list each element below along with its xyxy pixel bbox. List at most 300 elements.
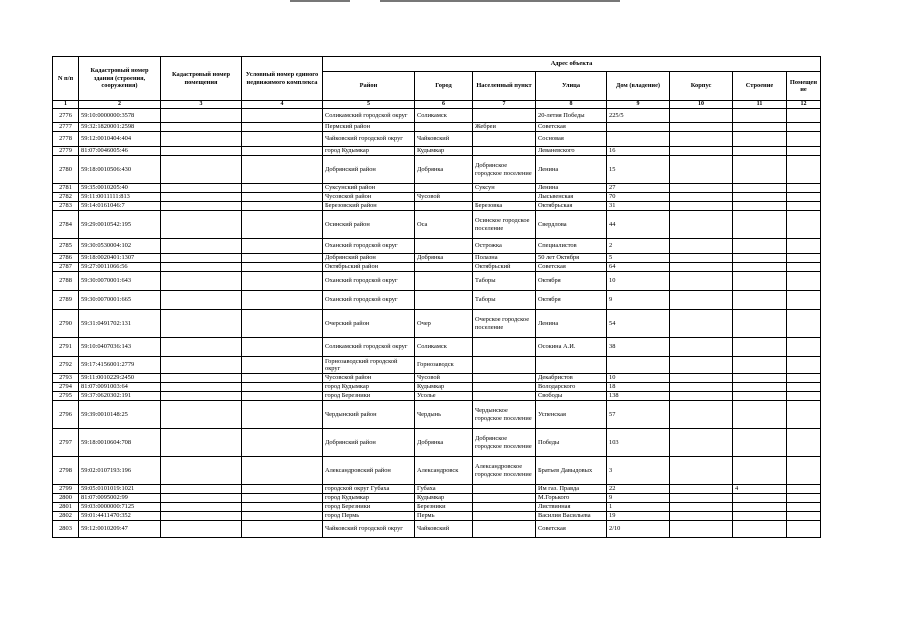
cell-complex-num	[242, 338, 323, 357]
header-room: Помещение	[787, 72, 821, 101]
cell-house: 9	[607, 494, 670, 503]
cell-district: городской округ Губаха	[323, 485, 415, 494]
cell-street: 50 лет Октября	[536, 254, 607, 263]
cell-city: Александровск	[415, 457, 473, 485]
cell-complex-num	[242, 485, 323, 494]
cell-building	[733, 109, 787, 123]
cell-district: Оханский городской округ	[323, 272, 415, 291]
cell-city: Чайковский	[415, 132, 473, 147]
cell-korpus	[670, 485, 733, 494]
cell-n: 2790	[53, 310, 79, 338]
cell-district: Добрянский район	[323, 254, 415, 263]
cell-settlement	[473, 109, 536, 123]
cell-n: 2780	[53, 156, 79, 184]
cell-settlement	[473, 357, 536, 374]
cell-street: Ленина	[536, 184, 607, 193]
cell-n: 2791	[53, 338, 79, 357]
cell-room	[787, 272, 821, 291]
table-row	[53, 429, 821, 457]
cell-n: 2783	[53, 202, 79, 211]
cell-building	[733, 272, 787, 291]
cell-house: 57	[607, 401, 670, 429]
cell-city: Оса	[415, 211, 473, 239]
cell-room	[787, 383, 821, 392]
table-row	[53, 374, 821, 383]
cell-house: 16	[607, 147, 670, 156]
cell-room	[787, 147, 821, 156]
cell-room	[787, 123, 821, 132]
cell-building-cadnum: 81:07:0091003:64	[79, 383, 161, 392]
cell-city: Пермь	[415, 512, 473, 521]
table-row	[53, 512, 821, 521]
cell-room-cadnum	[161, 239, 242, 254]
cell-settlement: Таборы	[473, 272, 536, 291]
cell-building-cadnum: 59:10:0407036:143	[79, 338, 161, 357]
cell-city	[415, 202, 473, 211]
cell-building	[733, 503, 787, 512]
cell-house: 138	[607, 392, 670, 401]
header-settlement: Населенный пункт	[473, 72, 536, 101]
cell-district: Оханский городской округ	[323, 291, 415, 310]
cell-building	[733, 521, 787, 538]
cell-building	[733, 193, 787, 202]
cell-building-cadnum: 59:37:0620302:191	[79, 392, 161, 401]
cell-n: 2797	[53, 429, 79, 457]
cell-n: 2792	[53, 357, 79, 374]
cell-building-cadnum: 59:31:0491702:131	[79, 310, 161, 338]
cell-room-cadnum	[161, 429, 242, 457]
cell-settlement: Осинское городское поселение	[473, 211, 536, 239]
cell-district: Пермский район	[323, 123, 415, 132]
cell-complex-num	[242, 494, 323, 503]
cell-room	[787, 109, 821, 123]
cell-n: 2789	[53, 291, 79, 310]
cell-n: 2800	[53, 494, 79, 503]
cell-building-cadnum: 59:17:4156001:2779	[79, 357, 161, 374]
cell-street: Специалистов	[536, 239, 607, 254]
cell-settlement: Добрянское городское поселение	[473, 156, 536, 184]
col-number: 9	[607, 101, 670, 109]
header-room-cadnum: Кадастровый номер помещения	[161, 57, 242, 101]
cell-korpus	[670, 392, 733, 401]
cell-room	[787, 521, 821, 538]
cell-complex-num	[242, 211, 323, 239]
cell-house: 5	[607, 254, 670, 263]
cell-complex-num	[242, 254, 323, 263]
cell-korpus	[670, 521, 733, 538]
cell-district: город Пермь	[323, 512, 415, 521]
cell-room	[787, 494, 821, 503]
cell-street: Володарского	[536, 383, 607, 392]
cell-street: Октябрьская	[536, 202, 607, 211]
cell-n: 2802	[53, 512, 79, 521]
cell-city: Очер	[415, 310, 473, 338]
cell-building-cadnum: 59:18:0010604:708	[79, 429, 161, 457]
cell-room-cadnum	[161, 374, 242, 383]
cell-street: Октября	[536, 272, 607, 291]
cell-district: Александровский район	[323, 457, 415, 485]
cell-room	[787, 485, 821, 494]
cell-room	[787, 338, 821, 357]
cell-complex-num	[242, 383, 323, 392]
cell-korpus	[670, 211, 733, 239]
cell-room-cadnum	[161, 392, 242, 401]
cell-room-cadnum	[161, 263, 242, 272]
cell-settlement: Жебреи	[473, 123, 536, 132]
cell-room	[787, 132, 821, 147]
cell-room	[787, 457, 821, 485]
cell-city: Чусовой	[415, 374, 473, 383]
cell-complex-num	[242, 193, 323, 202]
cell-building	[733, 457, 787, 485]
cell-n: 2801	[53, 503, 79, 512]
cell-korpus	[670, 383, 733, 392]
cell-room	[787, 156, 821, 184]
table-row	[53, 357, 821, 374]
cell-city	[415, 123, 473, 132]
column-number-row	[53, 101, 821, 109]
cell-room-cadnum	[161, 109, 242, 123]
table-row	[53, 310, 821, 338]
cell-complex-num	[242, 374, 323, 383]
cell-n: 2782	[53, 193, 79, 202]
cell-house: 2/10	[607, 521, 670, 538]
cell-room-cadnum	[161, 521, 242, 538]
cell-building	[733, 184, 787, 193]
cell-building	[733, 211, 787, 239]
cell-n: 2798	[53, 457, 79, 485]
cell-n: 2794	[53, 383, 79, 392]
cell-complex-num	[242, 401, 323, 429]
col-number: 5	[323, 101, 415, 109]
cell-korpus	[670, 512, 733, 521]
cell-complex-num	[242, 392, 323, 401]
cell-building	[733, 429, 787, 457]
cell-street: Сосновая	[536, 132, 607, 147]
col-number: 11	[733, 101, 787, 109]
cell-city: Кудымкар	[415, 494, 473, 503]
header-complex-num: Условный номер единого недвижимого комплекса	[242, 57, 323, 101]
cell-district: Соликамский городской округ	[323, 338, 415, 357]
header-building: Строение	[733, 72, 787, 101]
cell-building-cadnum: 59:02:0107193:196	[79, 457, 161, 485]
cell-room-cadnum	[161, 383, 242, 392]
header-korpus: Корпус	[670, 72, 733, 101]
cell-street: Октября	[536, 291, 607, 310]
col-number: 7	[473, 101, 536, 109]
header-row-top	[53, 57, 821, 72]
cell-house	[607, 123, 670, 132]
cell-room-cadnum	[161, 156, 242, 184]
cell-building-cadnum: 59:03:0000000:7125	[79, 503, 161, 512]
cell-korpus	[670, 401, 733, 429]
cell-korpus	[670, 457, 733, 485]
cell-korpus	[670, 310, 733, 338]
cell-room-cadnum	[161, 503, 242, 512]
cell-settlement: Полазна	[473, 254, 536, 263]
cell-building: 4	[733, 485, 787, 494]
cell-korpus	[670, 109, 733, 123]
cell-settlement: Березовка	[473, 202, 536, 211]
cell-korpus	[670, 357, 733, 374]
cell-building	[733, 123, 787, 132]
cell-building	[733, 494, 787, 503]
cell-street: Советская	[536, 263, 607, 272]
table-row	[53, 123, 821, 132]
cell-city: Чердынь	[415, 401, 473, 429]
table-row	[53, 156, 821, 184]
cell-house: 10	[607, 374, 670, 383]
cell-room	[787, 239, 821, 254]
cell-settlement: Очерское городское поселение	[473, 310, 536, 338]
cell-building-cadnum: 59:35:0010205:40	[79, 184, 161, 193]
cell-building	[733, 392, 787, 401]
cell-room	[787, 291, 821, 310]
cell-house: 44	[607, 211, 670, 239]
cell-city: Кудымкар	[415, 383, 473, 392]
cell-city: Соликамск	[415, 338, 473, 357]
cell-korpus	[670, 494, 733, 503]
cell-district: город Кудымкар	[323, 147, 415, 156]
table-row	[53, 485, 821, 494]
scan-top-border-left	[290, 0, 350, 2]
cell-street: Братьев Давыдовых	[536, 457, 607, 485]
cell-district: Чердынский район	[323, 401, 415, 429]
cell-district: Горнозаводский городской округ	[323, 357, 415, 374]
cell-district: Чайковский городской округ	[323, 132, 415, 147]
cell-house: 103	[607, 429, 670, 457]
cell-city	[415, 272, 473, 291]
cell-building-cadnum: 59:14:0161046:7	[79, 202, 161, 211]
cell-complex-num	[242, 132, 323, 147]
cell-settlement: Добрянское городское поселение	[473, 429, 536, 457]
cell-settlement	[473, 147, 536, 156]
cell-building-cadnum: 59:01:4411470:352	[79, 512, 161, 521]
cell-building-cadnum: 59:29:0010542:195	[79, 211, 161, 239]
table-row	[53, 457, 821, 485]
cell-city	[415, 263, 473, 272]
cell-settlement	[473, 338, 536, 357]
cell-room-cadnum	[161, 401, 242, 429]
cell-settlement	[473, 374, 536, 383]
cell-korpus	[670, 123, 733, 132]
cell-building	[733, 291, 787, 310]
cell-city	[415, 291, 473, 310]
cell-korpus	[670, 338, 733, 357]
cell-settlement: Октябрьский	[473, 263, 536, 272]
cell-complex-num	[242, 503, 323, 512]
cell-district: Чайковский городской округ	[323, 521, 415, 538]
cell-building-cadnum: 59:39:0010148:25	[79, 401, 161, 429]
cell-korpus	[670, 503, 733, 512]
cell-district: Октябрьский район	[323, 263, 415, 272]
cell-house	[607, 357, 670, 374]
col-number: 3	[161, 101, 242, 109]
cell-settlement	[473, 503, 536, 512]
table-row	[53, 211, 821, 239]
scan-top-border-right	[380, 0, 620, 2]
cell-building	[733, 132, 787, 147]
table-row	[53, 184, 821, 193]
cell-building-cadnum: 59:11:0011111:813	[79, 193, 161, 202]
cell-room-cadnum	[161, 184, 242, 193]
cell-settlement	[473, 392, 536, 401]
cell-street: Успенская	[536, 401, 607, 429]
cell-street: Василия Васильева	[536, 512, 607, 521]
cell-street: Им газ. Правда	[536, 485, 607, 494]
cell-room	[787, 310, 821, 338]
table-row	[53, 193, 821, 202]
cell-n: 2785	[53, 239, 79, 254]
cell-street: Осокина А.И.	[536, 338, 607, 357]
cell-korpus	[670, 429, 733, 457]
cell-district: город Кудымкар	[323, 494, 415, 503]
cell-building-cadnum: 59:11:0010229:2450	[79, 374, 161, 383]
cell-house: 54	[607, 310, 670, 338]
cell-complex-num	[242, 310, 323, 338]
table-row	[53, 494, 821, 503]
cell-house: 1	[607, 503, 670, 512]
cell-settlement: Таборы	[473, 291, 536, 310]
cell-room-cadnum	[161, 254, 242, 263]
cell-korpus	[670, 147, 733, 156]
table-body	[53, 109, 821, 538]
cell-house: 9	[607, 291, 670, 310]
cell-n: 2776	[53, 109, 79, 123]
cell-complex-num	[242, 272, 323, 291]
cell-house: 22	[607, 485, 670, 494]
cell-house: 19	[607, 512, 670, 521]
cell-korpus	[670, 132, 733, 147]
table-row	[53, 338, 821, 357]
cell-building	[733, 239, 787, 254]
cell-district: Осинский район	[323, 211, 415, 239]
cell-n: 2781	[53, 184, 79, 193]
cell-room	[787, 374, 821, 383]
cell-building-cadnum: 59:30:0070001:643	[79, 272, 161, 291]
cell-n: 2778	[53, 132, 79, 147]
cell-room	[787, 193, 821, 202]
table-row	[53, 383, 821, 392]
cell-n: 2777	[53, 123, 79, 132]
table-row	[53, 401, 821, 429]
cell-room-cadnum	[161, 123, 242, 132]
cell-district: Добрянский район	[323, 156, 415, 184]
cell-street: Советская	[536, 123, 607, 132]
cell-building	[733, 401, 787, 429]
cell-room-cadnum	[161, 494, 242, 503]
cell-room	[787, 503, 821, 512]
cell-n: 2795	[53, 392, 79, 401]
cell-building-cadnum: 59:12:0010209:47	[79, 521, 161, 538]
cell-complex-num	[242, 109, 323, 123]
cell-building-cadnum: 59:12:0010404:404	[79, 132, 161, 147]
cell-city: Соликамск	[415, 109, 473, 123]
cell-building-cadnum: 81:07:0095002:99	[79, 494, 161, 503]
cell-house: 18	[607, 383, 670, 392]
cell-complex-num	[242, 202, 323, 211]
cell-settlement	[473, 512, 536, 521]
cell-house: 10	[607, 272, 670, 291]
cell-complex-num	[242, 184, 323, 193]
cell-room-cadnum	[161, 202, 242, 211]
cell-street: Лысьвенская	[536, 193, 607, 202]
cell-korpus	[670, 291, 733, 310]
objects-register-table	[52, 56, 821, 538]
cell-korpus	[670, 263, 733, 272]
cell-building-cadnum: 59:27:0011066:56	[79, 263, 161, 272]
cell-room-cadnum	[161, 310, 242, 338]
cell-street: Леваневского	[536, 147, 607, 156]
header-district: Район	[323, 72, 415, 101]
cell-room	[787, 512, 821, 521]
col-number: 4	[242, 101, 323, 109]
cell-street: М.Горького	[536, 494, 607, 503]
cell-building	[733, 374, 787, 383]
cell-building-cadnum: 59:32:1820001:2598	[79, 123, 161, 132]
cell-district: Оханский городской округ	[323, 239, 415, 254]
col-number: 8	[536, 101, 607, 109]
cell-city: Березники	[415, 503, 473, 512]
cell-district: Чусовской район	[323, 193, 415, 202]
cell-complex-num	[242, 147, 323, 156]
cell-building	[733, 338, 787, 357]
cell-settlement: Острожка	[473, 239, 536, 254]
cell-room-cadnum	[161, 485, 242, 494]
cell-settlement	[473, 494, 536, 503]
cell-city: Добрянка	[415, 156, 473, 184]
table-row	[53, 202, 821, 211]
cell-building	[733, 254, 787, 263]
cell-street: 20-летия Победы	[536, 109, 607, 123]
cell-house: 3	[607, 457, 670, 485]
table-row	[53, 109, 821, 123]
cell-room-cadnum	[161, 457, 242, 485]
cell-n: 2796	[53, 401, 79, 429]
table-row	[53, 521, 821, 538]
cell-street: Советская	[536, 521, 607, 538]
cell-building-cadnum: 59:30:0070001:665	[79, 291, 161, 310]
cell-house: 64	[607, 263, 670, 272]
header-address: Адрес объекта	[323, 57, 821, 72]
cell-room	[787, 211, 821, 239]
cell-room	[787, 429, 821, 457]
cell-room-cadnum	[161, 132, 242, 147]
cell-district: Очерский район	[323, 310, 415, 338]
cell-house: 27	[607, 184, 670, 193]
header-street: Улица	[536, 72, 607, 101]
cell-street: Свердлова	[536, 211, 607, 239]
cell-room	[787, 401, 821, 429]
cell-room-cadnum	[161, 291, 242, 310]
cell-house: 31	[607, 202, 670, 211]
cell-room-cadnum	[161, 357, 242, 374]
cell-settlement	[473, 485, 536, 494]
cell-building	[733, 156, 787, 184]
cell-district: город Кудымкар	[323, 383, 415, 392]
cell-room	[787, 184, 821, 193]
cell-building-cadnum: 81:07:0046005:46	[79, 147, 161, 156]
cell-settlement	[473, 193, 536, 202]
cell-house: 38	[607, 338, 670, 357]
cell-city: Горнозаводск	[415, 357, 473, 374]
cell-house	[607, 132, 670, 147]
cell-settlement	[473, 383, 536, 392]
cell-korpus	[670, 272, 733, 291]
table-row	[53, 254, 821, 263]
cell-complex-num	[242, 263, 323, 272]
cell-complex-num	[242, 357, 323, 374]
